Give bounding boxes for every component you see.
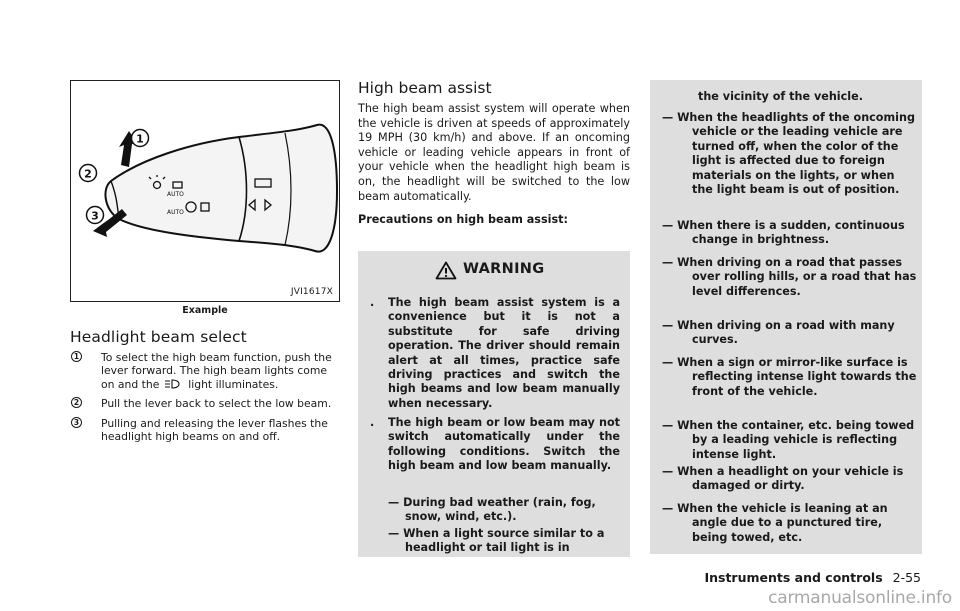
warning-label: WARNING (463, 261, 545, 277)
figure-code: JVI1617X (290, 287, 333, 297)
callout-1 (132, 130, 149, 147)
condition-towed-container: — When the container, etc. being towed by a leading vehicle is reflecting intense light. (662, 419, 915, 461)
condition-headlights-off: — When the headlights of the oncoming vehicle or the leading vehicle are turned off, when the color of the light is affected due to foreign materials on the lights, or when the light beam is out of position. (662, 111, 915, 197)
condition-light-source: — When a light source similar to a headlight or tail light is in (388, 527, 605, 555)
step-1 (70, 351, 340, 391)
condition-many-curves: — When driving on a road with many curves. (662, 319, 895, 347)
high-beam-indicator-icon (163, 379, 185, 389)
headlight-lever-drawing (71, 81, 339, 301)
bullet-dot: . (370, 416, 375, 429)
footer-section: Instruments and controls (704, 570, 883, 585)
step-2 (70, 397, 340, 410)
warning-bullet-2 (370, 416, 620, 474)
svg-text:1: 1 (136, 132, 144, 146)
step-1-text-end: light illuminates. (188, 377, 279, 391)
watermark: carmanualsonline.info (768, 588, 952, 608)
high-beam-description: The high beam assist system will operate when the vehicle is driven at speeds of approximately 19 MPH (30 km/h) and above. If an oncoming vehicle or leading vehicle appears in front of your vehicle when the headlight high beam is on, the headlight will be switched to the low beam automatically. (358, 102, 630, 203)
step-2-text: Pull the lever back to select the low beam. (101, 397, 332, 411)
condition-damaged-headlight: — When a headlight on your vehicle is damaged or dirty. (662, 465, 904, 493)
bullet-dot: . (370, 296, 375, 309)
warning-bullet-1 (370, 296, 620, 411)
step-number-1: 1 (71, 351, 82, 362)
step-3 (70, 417, 340, 444)
section-title-headlight: Headlight beam select (70, 328, 247, 346)
step-1-text: To select the high beam function, push the lever forward. The high beam lights come on and the (101, 351, 332, 391)
condition-bad-weather: — During bad weather (rain, fog, snow, wind, etc.). (388, 496, 596, 524)
svg-text:AUTO: AUTO (167, 191, 184, 198)
svg-text:2: 2 (84, 167, 92, 181)
condition-brightness-change: — When there is a sudden, continuous change in brightness. (662, 219, 905, 247)
warning-box-continued (650, 80, 922, 554)
section-title-high-beam: High beam assist (358, 79, 492, 97)
high-beam-column (358, 79, 630, 226)
page-number: 2-55 (892, 570, 921, 585)
warning-box (358, 251, 630, 557)
warning-triangle-icon (435, 261, 457, 280)
warning-bullet-1-text: The high beam assist system is a convenience but it is not a substitute for safe driving operation. The driver should remain alert at all times, practice safe driving practices and switch the high beams and low beam manually when necessary. (388, 296, 620, 410)
page-footer (704, 570, 921, 585)
condition-light-source-continued: the vicinity of the vehicle. (698, 90, 863, 103)
svg-text:3: 3 (91, 209, 99, 223)
callout-3 (87, 207, 104, 224)
condition-vehicle-leaning: — When the vehicle is leaning at an angle due to a punctured tire, being towed, etc. (662, 502, 888, 544)
svg-text:AUTO: AUTO (167, 209, 184, 216)
warning-header (358, 251, 630, 287)
condition-rolling-hills: — When driving on a road that passes over rolling hills, or a road that has level differences. (662, 256, 917, 298)
lever-illustration (70, 80, 340, 302)
headlight-column (70, 80, 340, 449)
step-number-3: 3 (71, 417, 82, 428)
step-number-2: 2 (71, 397, 82, 408)
callout-2 (80, 165, 97, 182)
step-3-text: Pulling and releasing the lever flashes the headlight high beams on and off. (101, 416, 328, 444)
figure-caption: Example (182, 305, 228, 316)
condition-reflecting-sign: — When a sign or mirror-like surface is reflecting intense light towards the front of the vehicle. (662, 356, 917, 398)
precautions-heading: Precautions on high beam assist: (358, 213, 568, 227)
warning-bullet-2-text: The high beam or low beam may not switch automatically under the following conditions. Switch the high beam and low beam manually. (388, 416, 620, 473)
